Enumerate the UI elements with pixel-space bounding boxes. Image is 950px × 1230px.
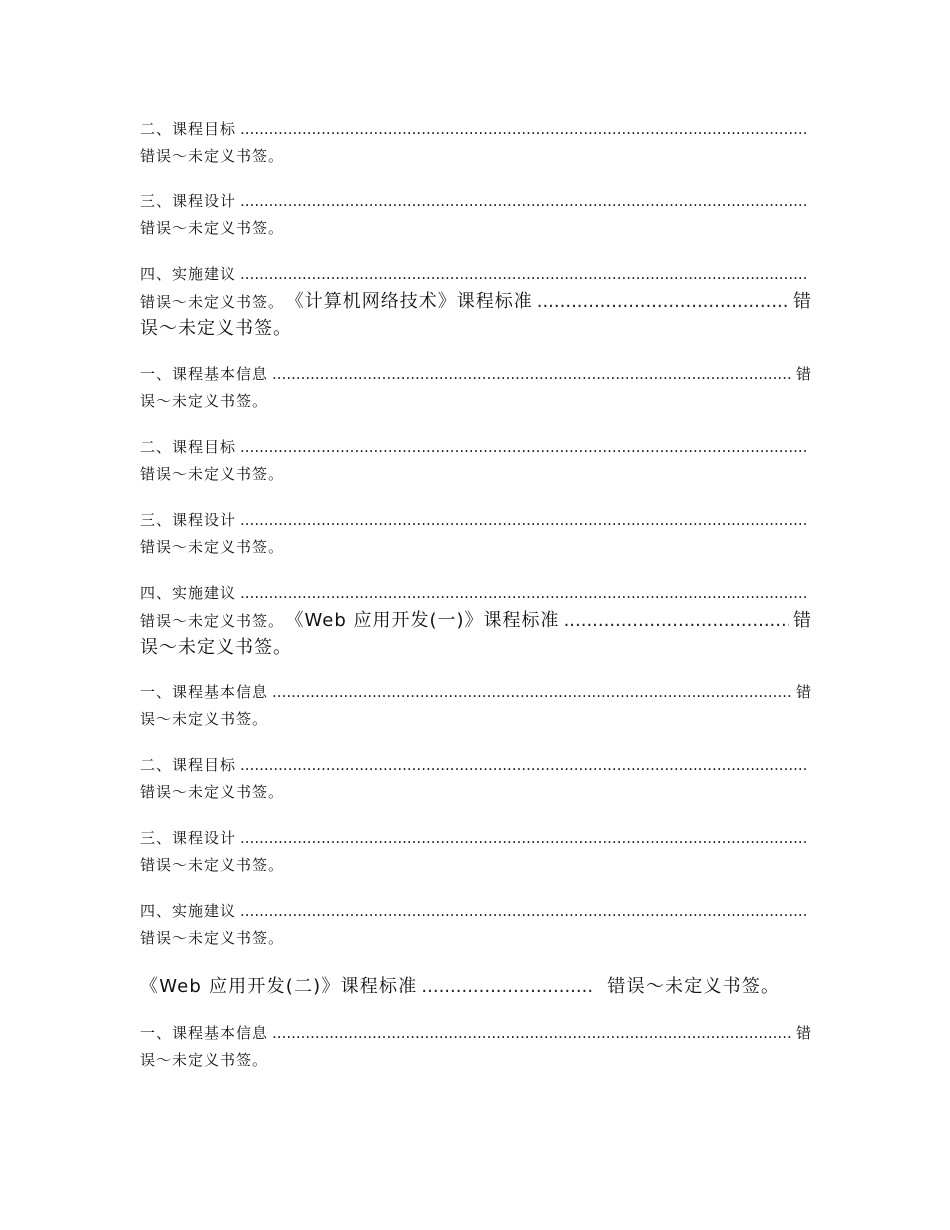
dot-leader <box>240 580 808 607</box>
toc-entry-label: 四、实施建议 <box>140 902 237 920</box>
dot-leader <box>240 261 808 288</box>
toc-entry-label: 一、课程基本信息 <box>140 683 269 701</box>
toc-entry-course-design-2[interactable] <box>140 507 812 561</box>
dot-leader <box>421 973 593 1001</box>
toc-entry-web-dev-2[interactable] <box>140 973 812 1001</box>
toc-error-text: 错误～未定义书签。 <box>140 856 285 874</box>
toc-entry-implementation-2[interactable] <box>140 580 812 661</box>
dot-leader <box>240 507 808 534</box>
toc-error-cont: 误～未定义书签。 <box>140 637 292 658</box>
toc-entry-label: 一、课程基本信息 <box>140 1024 269 1042</box>
dot-leader <box>240 752 808 779</box>
toc-error-head: 错 <box>792 610 812 631</box>
toc-entry-course-goals-3[interactable] <box>140 752 812 806</box>
toc-entry-label: 二、课程目标 <box>140 120 237 138</box>
toc-error-cont: 误～未定义书签。 <box>140 392 269 410</box>
toc-entry-course-design-3[interactable] <box>140 825 812 879</box>
toc-error-cont: 误～未定义书签。 <box>140 1051 269 1069</box>
dot-leader <box>272 361 792 388</box>
dot-leader <box>240 116 808 143</box>
toc-entry-web-dev-1-title[interactable]: 《Web 应用开发(一)》课程标准 <box>285 610 560 631</box>
toc-error-cont: 误～未定义书签。 <box>140 710 269 728</box>
dot-leader <box>240 188 808 215</box>
toc-entry-label: 三、课程设计 <box>140 829 237 847</box>
dot-leader <box>272 1020 792 1047</box>
toc-error-text: 错误～未定义书签。 <box>140 783 285 801</box>
dot-leader <box>564 607 789 634</box>
toc-entry-web-dev-2-title: 《Web 应用开发(二)》课程标准 <box>140 976 418 997</box>
toc-error-text: 错误～未定义书签。 <box>140 612 285 630</box>
toc-entry-network-tech-title[interactable]: 《计算机网络技术》课程标准 <box>285 291 533 312</box>
dot-leader <box>272 679 792 706</box>
toc-entry-label: 四、实施建议 <box>140 265 237 283</box>
toc-entry-basic-info-2[interactable] <box>140 361 812 415</box>
toc-error-text: 错误～未定义书签。 <box>140 219 285 237</box>
toc-error-text: 错误～未定义书签。 <box>140 929 285 947</box>
dot-leader <box>240 825 808 852</box>
toc-entry-implementation-1[interactable] <box>140 261 812 342</box>
toc-error-cont: 误～未定义书签。 <box>140 318 292 339</box>
toc-error-text: 错误～未定义书签。 <box>140 465 285 483</box>
toc-entry-label: 二、课程目标 <box>140 756 237 774</box>
toc-entry-label: 三、课程设计 <box>140 192 237 210</box>
toc-error-text: 错误～未定义书签。 <box>140 538 285 556</box>
toc-error-head: 错 <box>793 291 812 312</box>
toc-entry-label: 一、课程基本信息 <box>140 365 269 383</box>
toc-entry-course-goals-1[interactable] <box>140 116 812 170</box>
toc-entry-label: 四、实施建议 <box>140 584 237 602</box>
toc-entry-implementation-3[interactable] <box>140 898 812 952</box>
toc-error-head: 错 <box>795 683 812 701</box>
toc-error-head: 错 <box>795 365 812 383</box>
toc-error-text: 错误～未定义书签。 <box>140 293 285 311</box>
toc-error-text: 错误～未定义书签。 <box>607 976 781 997</box>
dot-leader <box>240 898 808 925</box>
toc-entry-label: 三、课程设计 <box>140 511 237 529</box>
toc-entry-course-goals-2[interactable] <box>140 434 812 488</box>
dot-leader <box>537 288 789 315</box>
toc-entry-label: 二、课程目标 <box>140 438 237 456</box>
toc-error-text: 错误～未定义书签。 <box>140 147 285 165</box>
toc-error-head: 错 <box>795 1024 812 1042</box>
dot-leader <box>240 434 808 461</box>
toc-entry-basic-info-3[interactable] <box>140 679 812 733</box>
toc-entry-basic-info-4[interactable] <box>140 1020 812 1074</box>
toc-entry-course-design-1[interactable] <box>140 188 812 242</box>
